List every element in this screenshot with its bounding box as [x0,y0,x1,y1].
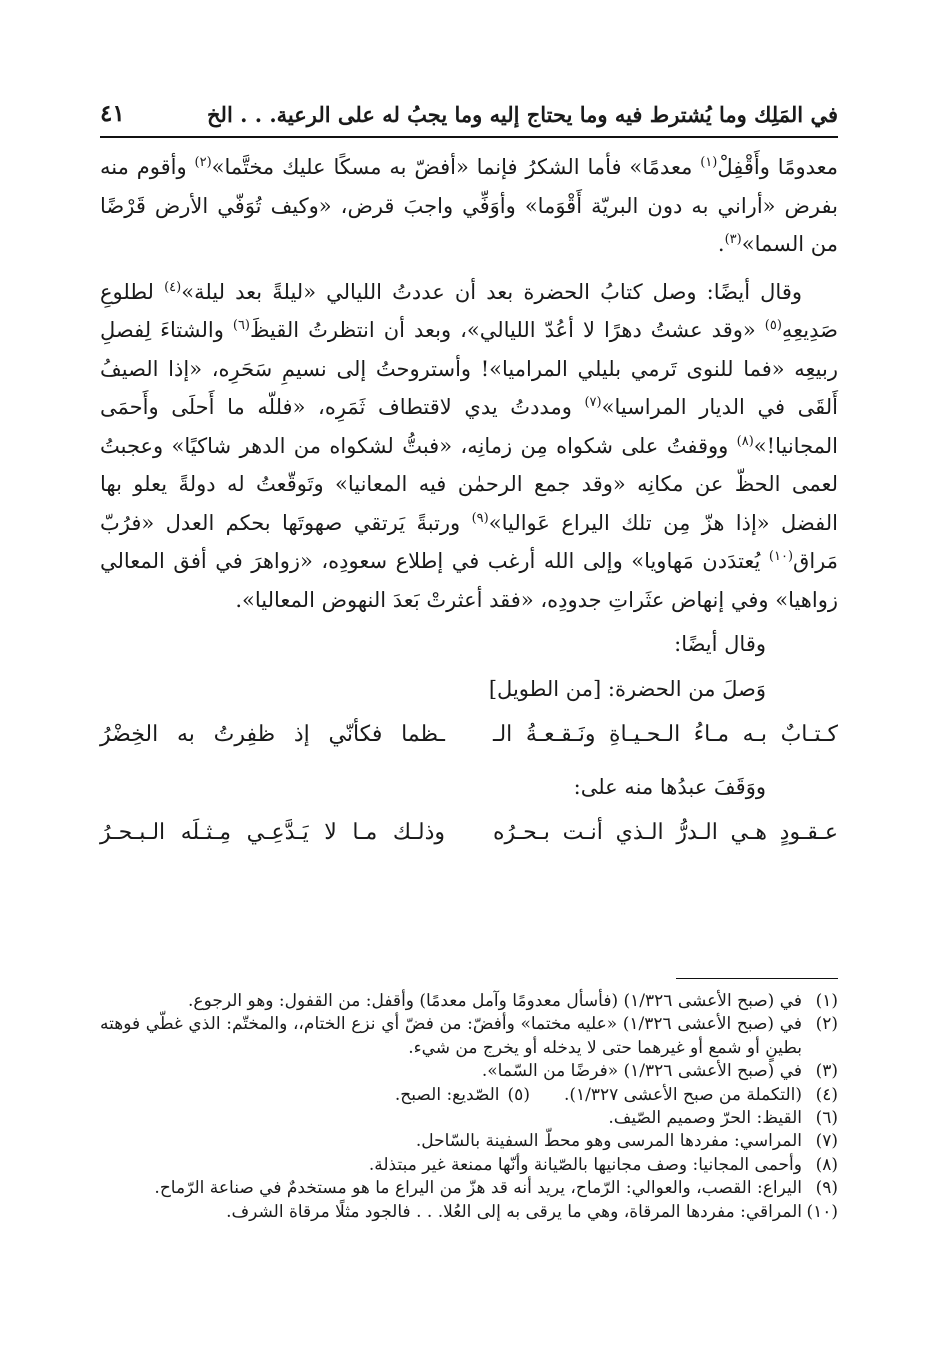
footnote-ref: (٤) [164,279,182,295]
page-header [100,100,838,138]
footnotes [100,990,838,1224]
footnote-number: (٥) [507,1084,530,1105]
footnote-number: (٤) [815,1084,838,1105]
text-run: معدمًا» فأما الشكرُ فإنما «أفضّ به مسكًا عليك مختَّما» [211,155,701,179]
footnote-number: (٣) [815,1061,838,1082]
text-run: ومددتُ يدي لاقتطاف ثَمَرِه، «فللّه ما أَحلَى وأَحمَى المجانيا!» [100,395,838,458]
footnote-text: (التكملة من صبح الأعشى ١/٣٢٧). [563,1084,802,1105]
verse-line-1 [100,708,838,762]
footnote-text: في (صبح الأعشى ١/٣٢٦) (فأسأل معدومًا وآمل معدمًا) وأقفل: من القفول: وهو الرجوع. [188,991,802,1011]
footnote-number: (١) [815,991,838,1011]
footnote-ref: (٩) [471,510,489,526]
footnote-number: (٧) [815,1131,838,1152]
text-run: والشتاءَ لِفصلِ ربيعِه «فما للنوى تَرمي بليلي المراميا»! وأستروحتُ إلى نسيمِ سَحَرِه، «إذا الصيفُ أَلقَى في الديار المراسيا» [100,318,838,419]
verse-hemistich-left: ـظما فكأنّي إذ ظفِرتُ به الخِضْرُ [100,721,445,747]
footnote-number: (٢) [815,1014,838,1035]
footnote-ref: (٥) [764,318,782,333]
footnote-text: الصّديع: الصبح. [394,1084,500,1105]
footnote-number: (١٠) [806,1201,838,1222]
text-run: ورتبةً يَرتقي صهوتَها بحكم العدل «فرُبّ مَراق [100,510,838,573]
main-text [100,148,838,861]
text-run: يُعتدَدن مَهاويا» وإلى الله أرغب في إطلاع سعودِه، «زواهرَ في أفق المعالي زواهيا» وفي إنهاض عثَراتِ جدودِه، «فقد أعثرتْ بَعدَ النهوض المعاليا». [100,549,838,612]
footnote-text: القيظ: الحرّ وصميم الصّيف. [608,1108,802,1129]
footnote-ref: (٧) [584,395,602,410]
text-run: معدومًا وأَقْفِلْ [717,155,838,179]
text-run: . [717,232,725,256]
paragraph-3: وقال أيضًا: [674,632,766,656]
text-run: وقال أيضًا: وصل كتابُ الحضرة بعد أن عددتُ الليالي «ليلةً بعد ليلة» [181,279,802,304]
paragraph-4: وَصلَ من الحضرة: [من الطويل] [488,676,766,701]
footnote [100,1107,838,1130]
verse-hemistich-right: عـقـودٍ هـي الـدرُّ الـذي أنـت بـحـرُه [493,820,838,846]
footnote-text: المراسي: مفردها المرسى وهو محطّ السفينة بالسّاحل. [415,1131,802,1152]
footnote-text: وأحمى المجانيا: وصف مجانيها بالصّيانة وأنّها ممنعة غير مبتذلة. [368,1154,802,1175]
verse-line-2 [100,807,838,861]
footnote [100,1060,838,1083]
footnote [100,1013,838,1060]
footnote [100,1084,838,1107]
text-run: «وقد عشتُ دهرًا لا أعُدّ الليالي»، وبعد أن انتظرتُ القيظَ [250,318,765,342]
footnote-text: اليراع: القصب، والعوالي: الرّماح، يريد أنه قد هزّ من اليراع ما هو مستخدمٌ في صناعة الرّماح. [154,1178,802,1199]
running-title: في المَلِك وما يُشترط فيه وما يحتاج إليه وما يجبُ له على الرعية. . . الخ [206,102,838,127]
footnote [100,990,838,1013]
footnote-ref: (١) [700,155,718,170]
footnote [100,1130,838,1153]
footnote-ref: (٣) [724,232,742,247]
footnote-text: في (صبح الأعشى ١/٣٢٦) «عليه مختما» وأفضّ: من فضّ أي نزع الختام،، والمختّم: الذي غطّي فوهته بطينٍ أو شمع أو غيرهما حتى لا يدخله أو يخرج من شيء. [100,1014,803,1058]
footnote [100,1154,838,1177]
verse-hemistich-left: وذلـك مـا لا يَـدَّعِـي مِـثـلَه الـبـحـرُ [100,820,445,846]
footnote-number: (٦) [815,1108,838,1129]
text-run: وأقوم منه بفرض «أراني به دون البريّة أَقْوَما» وأوَفِّي واجبَ قرض، «وكيف تُوَفّي الأرض قَرْضًا من السما» [100,155,838,256]
footnote-text: المراقي: مفردها المرقاة، وهي ما يرقى به إلى العُلا. . . فالجود مثلًا مرقاة الشرف. [226,1201,802,1222]
footnote [100,1177,838,1200]
footnote-ref: (١٠) [768,549,794,564]
footnote [100,1201,838,1224]
verse-hemistich-right: كـتـابٌ بـه مـاءُ الـحـيـاةِ ونَـقـعـةُ الـ [493,721,838,747]
footnote-number: (٨) [815,1154,838,1175]
paragraph-5: ووَقَفَ عبدُها منه على: [573,775,766,799]
footnote-pair [395,1084,802,1107]
footnote-ref: (٨) [736,433,754,449]
paragraph-2 [100,273,838,620]
footnote-separator [676,978,838,979]
text-run: لطلوعِ صَدِيعِهِ [100,279,838,342]
footnote-ref: (٢) [194,155,212,170]
footnote-text: في (صبح الأعشى ١/٣٢٦) «فرضًا من السّما». [481,1061,802,1082]
footnote-number: (٩) [815,1178,838,1199]
footnote-ref: (٦) [232,318,250,333]
paragraph-1 [100,148,838,264]
text-run: ووقفتُ على شكواه مِن زمانِه، «فبتُّ لشكواه من الدهر شاكيًا» وعجبتُ لعمى الحظّ عن مكانِه «وقد جمع الرحمٰن فيه المعانيا» وتَوقّعتُ له دولةً يعلو بها الفضل «إذا هزّ مِن تلك اليراع عَواليا» [100,433,838,535]
page-number: ٤١ [100,100,125,127]
